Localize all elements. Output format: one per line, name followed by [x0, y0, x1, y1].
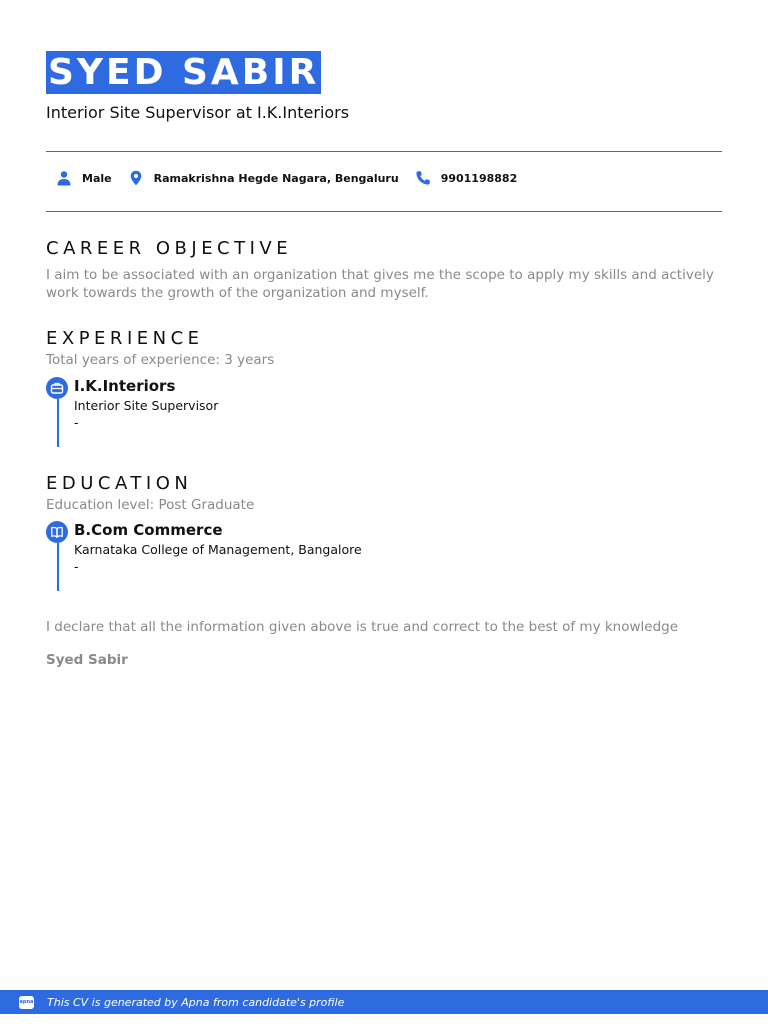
location-text: Ramakrishna Hegde Nagara, Bengaluru [153, 171, 399, 185]
name-header [46, 51, 321, 94]
phone-icon [415, 170, 431, 186]
education-entry [46, 521, 726, 593]
apna-logo-text: apna [19, 999, 34, 1005]
experience-badge [46, 377, 68, 399]
phone-text: 9901198882 [440, 171, 518, 185]
contact-location [128, 170, 399, 186]
declaration-signature: Syed Sabir [46, 652, 128, 668]
experience-heading: EXPERIENCE [46, 328, 204, 349]
experience-timeline-line [57, 399, 59, 447]
footer-bar [0, 990, 768, 1014]
career-objective-text: I aim to be associated with an organization that gives me the scope to apply my skills and actively work towards the growth of the organization and myself. [46, 267, 714, 301]
candidate-headline: Interior Site Supervisor at I.K.Interiors [46, 103, 350, 122]
education-summary: Education level: Post Graduate [46, 497, 255, 513]
footer-text: This CV is generated by Apna from candidate's profile [47, 995, 345, 1009]
location-pin-icon [128, 170, 144, 186]
education-badge [46, 521, 68, 543]
experience-dates: - [74, 415, 79, 430]
declaration-text: I declare that all the information given above is true and correct to the best of my knowledge [46, 619, 679, 635]
career-objective-heading: CAREER OBJECTIVE [46, 238, 293, 259]
education-heading: EDUCATION [46, 473, 193, 494]
experience-company: I.K.Interiors [74, 377, 176, 395]
candidate-name: SYED SABIR [48, 52, 320, 93]
gender-text: Male [82, 171, 112, 185]
experience-summary: Total years of experience: 3 years [46, 352, 275, 368]
education-timeline-line [57, 543, 59, 591]
person-icon [56, 170, 72, 186]
contact-divider-top [46, 151, 722, 152]
contact-divider-bottom [46, 211, 722, 212]
contact-phone [415, 170, 518, 186]
experience-entry [46, 377, 726, 449]
contact-row [56, 168, 533, 188]
education-dates: - [74, 559, 79, 574]
book-icon [50, 525, 64, 539]
briefcase-icon [50, 381, 64, 395]
education-degree: B.Com Commerce [74, 521, 223, 539]
experience-role: Interior Site Supervisor [74, 398, 219, 413]
apna-logo-icon [19, 996, 34, 1009]
education-institution: Karnataka College of Management, Bangalore [74, 542, 362, 557]
contact-gender [56, 170, 112, 186]
